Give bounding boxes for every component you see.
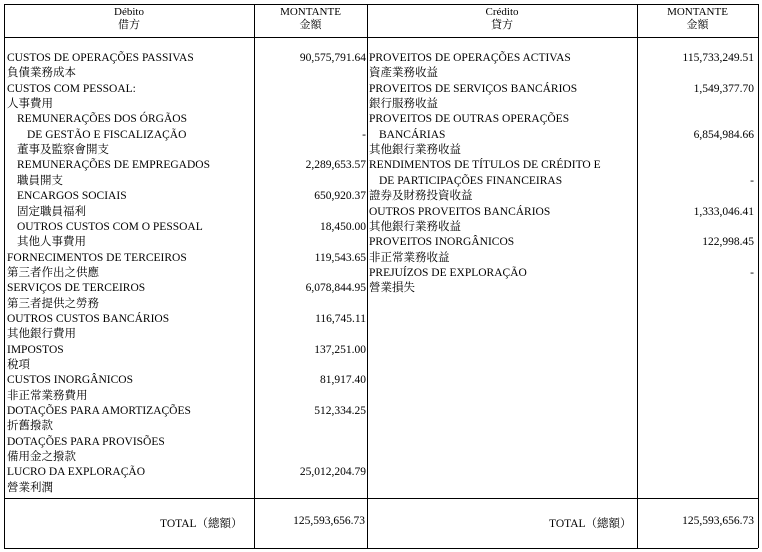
header-credit-zh: 貸方 <box>491 19 513 31</box>
header-amount-credit <box>637 6 758 32</box>
col-divider-2 <box>367 4 368 548</box>
header-debit <box>4 6 254 32</box>
debit-line-label: 備用金之撥款 <box>7 451 76 464</box>
credit-line-label: DE PARTICIPAÇÕES FINANCEIRAS <box>379 174 563 187</box>
header-debit-pt: Débito <box>114 6 144 18</box>
credit-line-label: PROVEITOS INORGÂNICOS <box>369 236 515 249</box>
credit-line-label: 銀行服務收益 <box>369 98 438 111</box>
col-divider-1 <box>254 4 255 548</box>
debit-line-label: CUSTOS INORGÂNICOS <box>7 374 133 387</box>
credit-line-label: 營業損失 <box>369 282 415 295</box>
debit-line-label: IMPOSTOS <box>7 343 64 356</box>
credit-line-label: PROVEITOS DE SERVIÇOS BANCÁRIOS <box>369 82 578 95</box>
debit-line-label: OUTROS CUSTOS BANCÁRIOS <box>7 312 170 325</box>
credit-line-amount: - <box>750 174 754 187</box>
debit-line-label: 固定職員福利 <box>17 205 86 218</box>
debit-line-label: DOTAÇÕES PARA AMORTIZAÇÕES <box>7 405 191 418</box>
debit-line-label: REMUNERAÇÕES DOS ÓRGÃOS <box>17 113 187 126</box>
top-border <box>4 4 758 5</box>
debit-line-label: FORNECIMENTOS DE TERCEIROS <box>7 251 187 264</box>
credit-line-amount: 115,733,249.51 <box>682 52 754 64</box>
debit-line-amount: 25,012,204.79 <box>299 466 366 479</box>
col-divider-3 <box>637 4 638 548</box>
debit-line-label: 第三者作出之供應 <box>7 266 99 279</box>
header-debit-zh: 借方 <box>118 19 140 31</box>
credit-line-label: RENDIMENTOS DE TÍTULOS DE CRÉDITO E <box>369 159 601 172</box>
debit-line-label: 第三者提供之勞務 <box>7 297 99 310</box>
debit-line-amount: 137,251.00 <box>314 343 366 356</box>
debit-line-label: REMUNERAÇÕES DE EMPREGADOS <box>17 159 210 172</box>
debit-line-amount: 119,543.65 <box>314 251 366 264</box>
debit-line-amount: 116,745.11 <box>315 312 366 325</box>
credit-line-amount: 1,333,046.41 <box>693 205 754 218</box>
debit-total-label: TOTAL（總額） <box>160 518 243 530</box>
debit-line-amount: 512,334.25 <box>314 405 366 418</box>
debit-line-label: 營業利潤 <box>7 481 53 494</box>
credit-line-label: 非正常業務收益 <box>369 251 450 264</box>
debit-line-amount: 18,450.00 <box>320 220 366 233</box>
credit-line-label: 其他銀行業務收益 <box>369 220 461 233</box>
debit-line-label: 稅項 <box>7 359 30 371</box>
debit-line-label: 董事及監察會開支 <box>17 144 109 157</box>
debit-line-amount: 90,575,791.64 <box>299 52 366 64</box>
credit-line-label: 其他銀行業務收益 <box>369 144 461 157</box>
debit-line-label: 人事費用 <box>7 98 53 111</box>
header-amount-credit-zh: 金額 <box>686 19 709 31</box>
debit-line-label: ENCARGOS SOCIAIS <box>17 190 127 203</box>
credit-line-label: PROVEITOS DE OPERAÇÕES ACTIVAS <box>369 52 571 64</box>
left-border <box>4 4 5 548</box>
debit-line-label: CUSTOS COM PESSOAL: <box>7 82 136 95</box>
debit-line-label: 其他人事費用 <box>17 236 86 249</box>
credit-total-amount: 125,593,656.73 <box>682 515 754 527</box>
debit-line-label: DOTAÇÕES PARA PROVISÕES <box>7 435 165 448</box>
debit-total-amount: 125,593,656.73 <box>293 515 365 527</box>
header-divider <box>4 37 758 38</box>
credit-line-label: PREJUÍZOS DE EXPLORAÇÃO <box>369 266 527 279</box>
header-amount-credit-pt: MONTANTE <box>667 6 728 18</box>
debit-line-label: 非正常業務費用 <box>7 389 88 402</box>
debit-line-amount: 81,917.40 <box>320 374 366 387</box>
debit-line-amount: 6,078,844.95 <box>305 282 366 295</box>
header-credit-pt: Crédito <box>485 6 519 18</box>
debit-line-amount: 650,920.37 <box>314 190 366 203</box>
header-amount-debit-zh: 金額 <box>299 19 322 31</box>
header-amount-debit <box>254 6 367 32</box>
debit-line-label: 職員開支 <box>17 174 63 187</box>
credit-line-label: BANCÁRIAS <box>379 128 446 141</box>
debit-line-label: 折舊撥款 <box>7 420 53 433</box>
credit-line-label: OUTROS PROVEITOS BANCÁRIOS <box>369 205 551 218</box>
bottom-border <box>4 548 758 549</box>
debit-line-amount: 2,289,653.57 <box>305 159 366 172</box>
debit-line-label: LUCRO DA EXPLORAÇÃO <box>7 466 146 479</box>
debit-line-label: 負債業務成本 <box>7 67 76 80</box>
debit-line-label: SERVIÇOS DE TERCEIROS <box>7 282 146 295</box>
credit-line-amount: 1,549,377.70 <box>693 82 754 95</box>
debit-line-amount: - <box>362 128 366 141</box>
debit-line-label: OUTROS CUSTOS COM O PESSOAL <box>17 220 203 233</box>
credit-line-amount: 6,854,984.66 <box>693 128 754 141</box>
credit-line-label: 資產業務收益 <box>369 67 438 80</box>
credit-line-amount: - <box>750 266 754 279</box>
credit-line-amount: 122,998.45 <box>702 236 754 249</box>
credit-total-label: TOTAL（總額） <box>549 518 632 530</box>
header-amount-debit-pt: MONTANTE <box>280 6 341 18</box>
credit-line-label: PROVEITOS DE OUTRAS OPERAÇÕES <box>369 113 570 126</box>
debit-line-label: 其他銀行費用 <box>7 328 76 341</box>
total-divider <box>4 498 758 499</box>
header-credit <box>367 6 637 32</box>
credit-line-label: 證券及財務投資收益 <box>369 190 473 203</box>
debit-line-label: DE GESTÃO E FISCALIZAÇÃO <box>27 128 187 141</box>
debit-line-label: CUSTOS DE OPERAÇÕES PASSIVAS <box>7 52 194 64</box>
right-border <box>758 4 759 548</box>
